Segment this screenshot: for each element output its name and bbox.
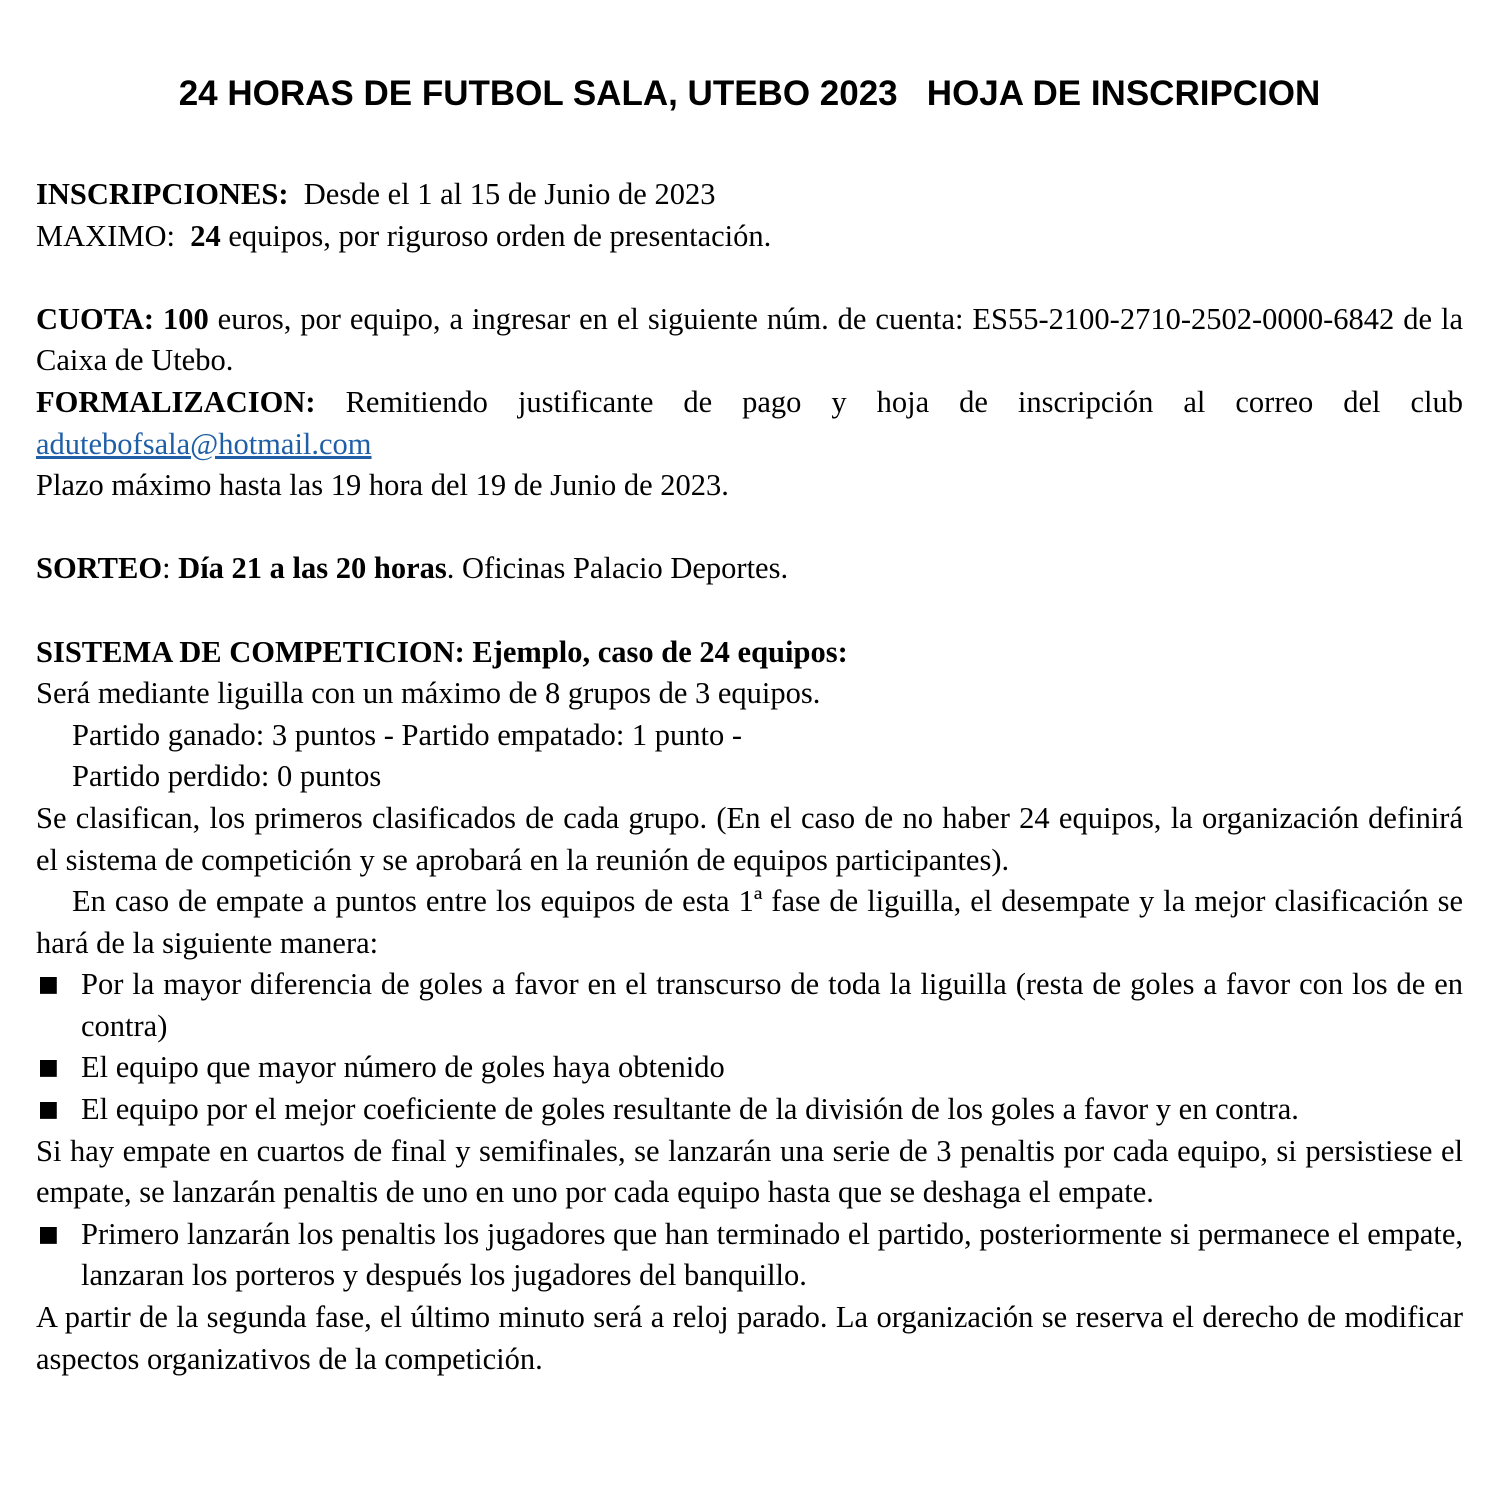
page-title: 24 HORAS DE FUTBOL SALA, UTEBO 2023 HOJA DE INSCRIPCION	[178, 74, 1321, 113]
sistema-heading: SISTEMA DE COMPETICION: Ejemplo, caso de 24 equipos:	[36, 634, 848, 669]
maximo-line	[36, 216, 1463, 258]
sistema-penalties-text: Si hay empate en cuartos de final y semifinales, se lanzarán una serie de 3 penaltis por cada equipo, si persistiese el empate, se lanzarán penaltis de uno en uno por cada equipo hasta que se deshaga el empate.	[36, 1133, 1463, 1210]
penalties-rule-text: Primero lanzarán los penaltis los jugadores que han terminado el partido, posteriormente si permanece el empate, lanzaran los porteros y después los jugadores del banquillo.	[81, 1216, 1463, 1293]
formalizacion-label: FORMALIZACION:	[36, 384, 316, 419]
spacer	[36, 507, 1463, 549]
bullet-square-icon: ■	[38, 1221, 59, 1247]
sorteo-when: Día 21 a las 20 horas	[178, 551, 447, 586]
formalizacion-paragraph	[36, 382, 1463, 465]
document-page	[36, 0, 1463, 1500]
inscripciones-line	[36, 174, 1463, 216]
inscripciones-label: INSCRIPCIONES:	[36, 177, 289, 211]
maximo-number: 24	[190, 218, 221, 253]
sistema-tiebreak-intro: En caso de empate a puntos entre los equipos de esta 1ª fase de liguilla, el desempate y la mejor clasificación se hará de la siguiente manera:	[36, 884, 1463, 960]
bullet-square-icon: ■	[38, 972, 59, 998]
spacer	[36, 590, 1463, 632]
sorteo-label: SORTEO	[36, 551, 163, 586]
maximo-label: MAXIMO:	[36, 218, 191, 253]
club-email-link[interactable]: adutebofsala@hotmail.com	[36, 426, 372, 461]
formalizacion-text: Remitiendo justificante de pago y hoja de inscripción al correo del club	[315, 384, 1463, 419]
inscripciones-text: Desde el 1 al 15 de Junio de 2023	[288, 177, 716, 211]
sistema-points-line-1: Partido ganado: 3 puntos - Partido empatado: 1 punto -	[72, 717, 743, 752]
cuota-amount: 100	[162, 301, 209, 336]
list-item	[36, 964, 1463, 1047]
tiebreak-rule-text: El equipo por el mejor coeficiente de goles resultante de la división de los goles a favor y en contra.	[81, 1092, 1299, 1127]
sistema-final-note: A partir de la segunda fase, el último minuto será a reloj parado. La organización se reserva el derecho de modificar aspectos organizativos de la competición.	[36, 1300, 1463, 1376]
cuota-label: CUOTA:	[36, 301, 163, 336]
sistema-points-line-2: Partido perdido: 0 puntos	[72, 759, 382, 794]
tiebreak-rule-text: El equipo que mayor número de goles haya obtenido	[81, 1050, 725, 1085]
bullet-square-icon: ■	[38, 1097, 59, 1123]
list-item	[36, 1214, 1463, 1297]
list-item	[36, 1089, 1463, 1131]
maximo-text: equipos, por riguroso orden de presentación.	[220, 218, 772, 253]
cuota-text: euros, por equipo, a ingresar en el siguiente núm. de cuenta: ES55-2100-2710-2502-0000-6842 de la Caixa de Utebo.	[36, 301, 1463, 378]
sorteo-colon: :	[162, 551, 179, 586]
sistema-intro: Será mediante liguilla con un máximo de 8 grupos de 3 equipos.	[36, 676, 821, 711]
sorteo-line	[36, 548, 1463, 590]
sistema-classification: Se clasifican, los primeros clasificados de cada grupo. (En el caso de no haber 24 equipos, la organización definirá el sistema de competición y se aprobará en la reunión de equipos participantes).	[36, 800, 1463, 877]
bullet-square-icon: ■	[38, 1055, 59, 1081]
list-item	[36, 1047, 1463, 1089]
cuota-paragraph	[36, 299, 1463, 382]
formalizacion-deadline: Plazo máximo hasta las 19 hora del 19 de Junio de 2023.	[36, 468, 729, 503]
tiebreak-rule-text: Por la mayor diferencia de goles a favor en el transcurso de toda la liguilla (resta de goles a favor con los de en contra)	[81, 967, 1463, 1043]
spacer	[36, 257, 1463, 299]
sorteo-text: . Oficinas Palacio Deportes.	[446, 551, 789, 586]
document-body	[36, 174, 1463, 1380]
